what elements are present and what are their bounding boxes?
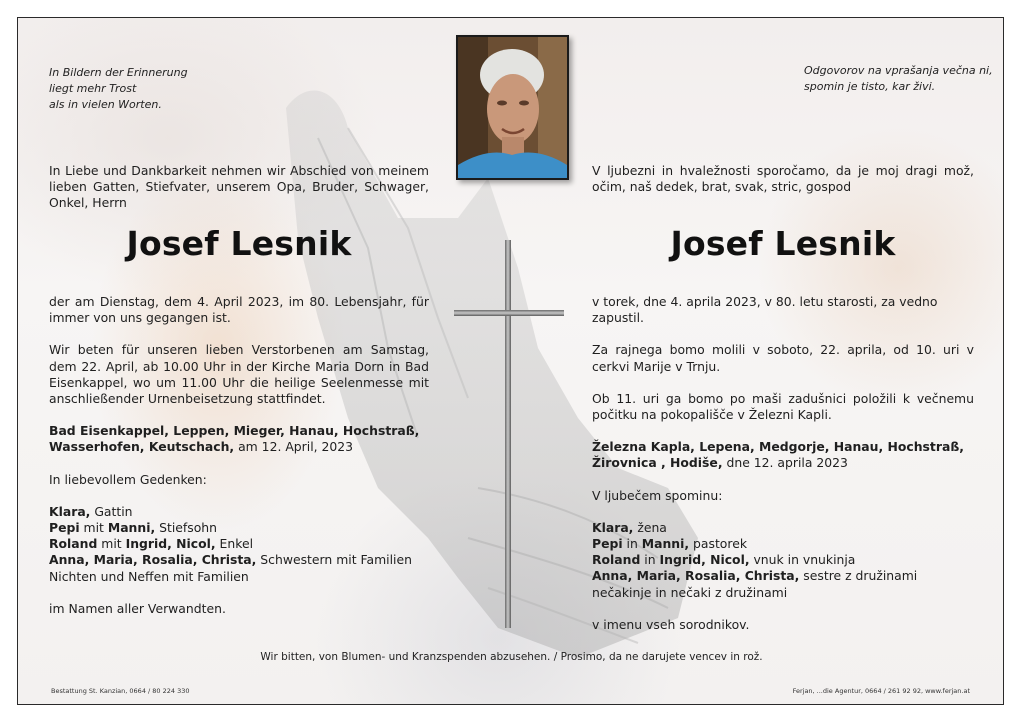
text-slovenian: [592, 294, 974, 633]
deceased-name-german: Josef Lesnik: [126, 224, 352, 263]
deceased-name-slovenian: Josef Lesnik: [670, 224, 896, 263]
places: Železna Kapla, Lepena, Medgorje, Hanau, Hochstraß, Žirovnica , Hodiše, dne 12. aprila 2023: [592, 439, 964, 471]
family-row: Pepi mit Manni, Stiefsohn: [49, 520, 217, 536]
flowers-request: Wir bitten, von Blumen- und Kranzspenden abzusehen. / Prosimo, da ne darujete vencev in rož.: [260, 651, 763, 663]
family-row: nečakinje in nečaki z družinami: [592, 584, 788, 600]
closing-slovenian: v imenu vseh sorodnikov.: [592, 616, 750, 632]
family-row: Roland in Ingrid, Nicol, vnuk in vnukinja: [592, 552, 856, 568]
poem-german: [49, 65, 188, 113]
family-row: Klara, Gattin: [49, 503, 133, 519]
poem-line: als in vielen Worten.: [49, 98, 162, 111]
family-row: Nichten und Neffen mit Familien: [49, 568, 249, 584]
family-row: Anna, Maria, Rosalia, Christa, Schwestern mit Familien: [49, 552, 412, 568]
text-german: [49, 294, 429, 617]
undertaker-left: Bestattung St. Kanzian, 0664 / 80 224 330: [51, 687, 190, 695]
family-row: Anna, Maria, Rosalia, Christa, sestre z družinami: [592, 568, 918, 584]
family-row: Roland mit Ingrid, Nicol, Enkel: [49, 536, 254, 552]
family-row: Pepi in Manni, pastorek: [592, 536, 748, 552]
closing-german: im Namen aller Verwandten.: [49, 600, 226, 616]
poem-slovenian: [804, 63, 993, 95]
death-notice: v torek, dne 4. aprila 2023, v 80. letu starosti, za vedno zapustil.: [592, 294, 938, 326]
service-notice: Wir beten für unseren lieben Verstorbenen am Samstag, dem 22. April, ab 10.00 Uhr in der Kirche Maria Dorn in Bad Eisenkappel, wo um 11.00 Uhr die heilige Seelenmesse mit anschließender Urnenbeisetzung stattfindet.: [49, 342, 429, 407]
undertaker-right: Ferjan, ...die Agentur, 0664 / 261 92 92, www.ferjan.at: [792, 687, 970, 695]
family-list-slovenian: [592, 520, 974, 601]
poem-line: Odgovorov na vprašanja večna ni,: [804, 64, 993, 77]
burial-notice: Ob 11. uri ga bomo po maši zadušnici položili k večnemu počitku na pokopališče v Železni Kapli.: [592, 390, 974, 423]
poem-line: spomin je tisto, kar živi.: [804, 80, 936, 93]
cross-icon: [454, 240, 564, 630]
family-list-german: [49, 504, 429, 585]
death-notice: der am Dienstag, dem 4. April 2023, im 80. Lebensjahr, für immer von uns gegangen ist.: [49, 294, 429, 326]
intro-slovenian: V ljubezni in hvaležnosti sporočamo, da je moj dragi mož, očim, naš dedek, brat, svak, stric, gospod: [592, 163, 974, 195]
poem-line: In Bildern der Erinnerung: [49, 66, 188, 79]
poem-line: liegt mehr Trost: [49, 82, 137, 95]
places: Bad Eisenkappel, Leppen, Mieger, Hanau, Hochstraß, Wasserhofen, Keutschach, am 12. April, 2023: [49, 423, 420, 455]
memory-heading: V ljubečem spominu:: [592, 487, 723, 503]
service-notice: Za rajnega bomo molili v soboto, 22. aprila, od 10. uri v cerkvi Marije v Trnju.: [592, 342, 974, 374]
intro-german: In Liebe und Dankbarkeit nehmen wir Abschied von meinem lieben Gatten, Stiefvater, unserem Opa, Bruder, Schwager, Onkel, Herrn: [49, 163, 429, 211]
obituary-card: [17, 17, 1004, 705]
memory-heading: In liebevollem Gedenken:: [49, 471, 207, 487]
portrait-photo: [456, 35, 569, 180]
family-row: Klara, žena: [592, 519, 667, 535]
